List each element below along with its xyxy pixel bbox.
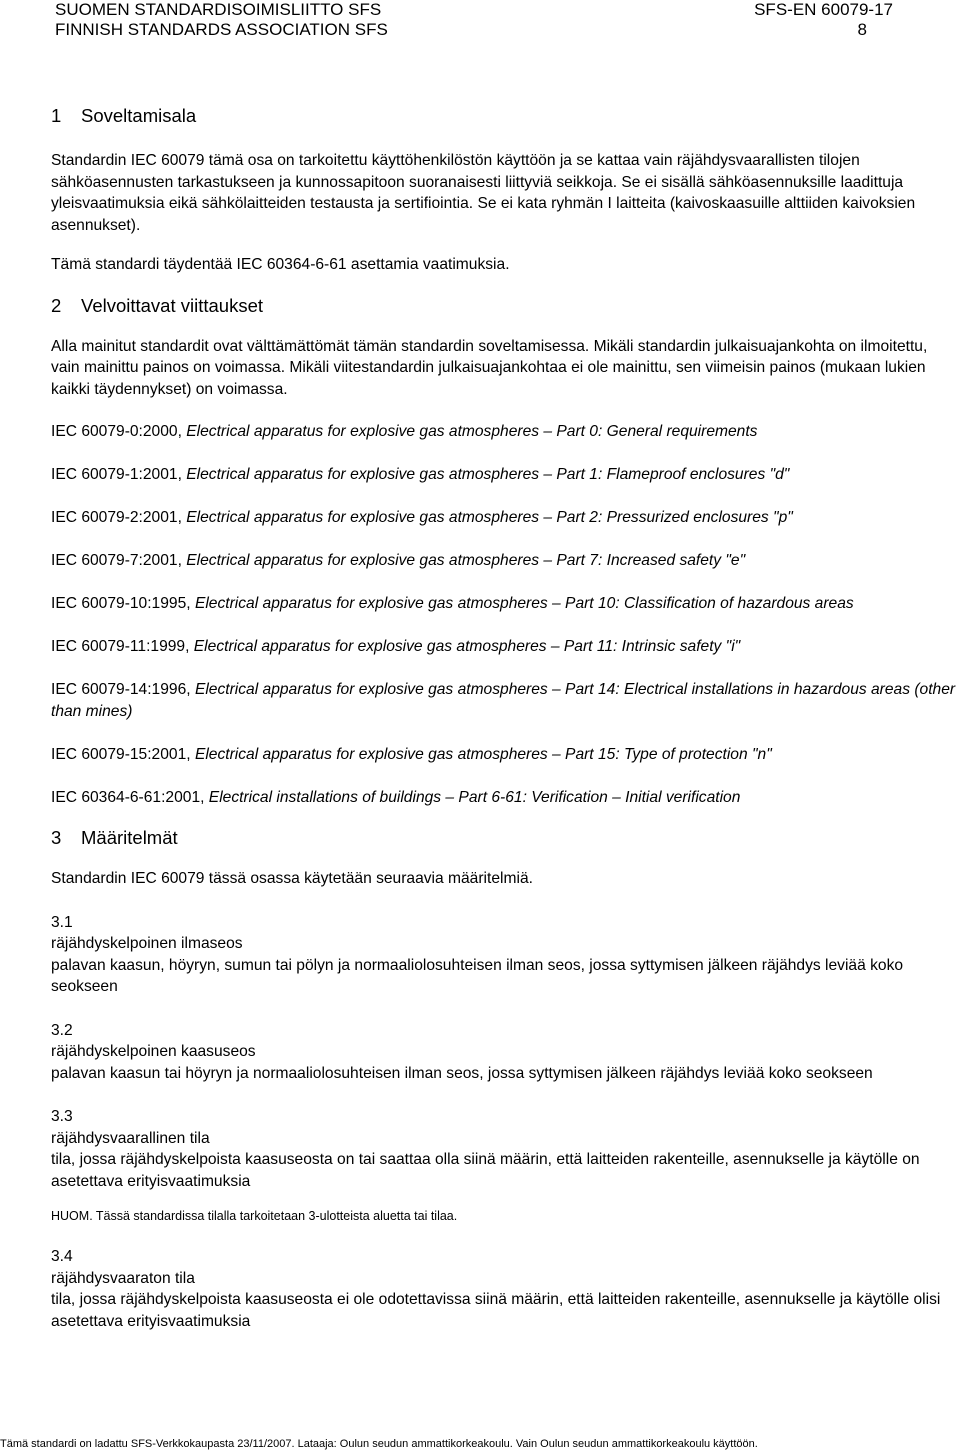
definition-number: 3.2 — [51, 1021, 73, 1039]
header-standard-id: SFS-EN 60079-17 — [754, 0, 893, 19]
definition-entry — [51, 1020, 957, 1085]
definition-number: 3.4 — [51, 1248, 73, 1265]
section-heading: 2 Velvoittavat viittaukset — [51, 294, 264, 316]
definition-number: 3.1 — [51, 913, 73, 931]
definition-term: räjähdysvaaraton tila — [51, 1269, 195, 1287]
paragraph: Standardin IEC 60079 tässä osassa käytetään seuraavia määritelmiä. — [51, 870, 533, 887]
download-notice: Tämä standardi on ladattu SFS-Verkkokaupasta 23/11/2007. Lataaja: Oulun seudun ammattikorkeakoulu. Vain Oulun seudun ammattikorkeakoulu käyttöön. — [0, 1438, 758, 1450]
definition-note: HUOM. Tässä standardissa tilalla tarkoitetaan 3-ulotteista aluetta tai tilaa. — [51, 1209, 458, 1223]
reference-id: IEC 60079-1:2001, — [51, 466, 182, 483]
reference-title: Electrical installations of buildings – Part 6-61: Verification – Initial verification — [208, 788, 741, 806]
header-org-en: FINNISH STANDARDS ASSOCIATION SFS — [55, 20, 388, 39]
section-heading: 1 Soveltamisala — [51, 105, 197, 126]
header-page-number: 8 — [857, 20, 867, 39]
definition-text: tila, jossa räjähdyskelpoista kaasuseosta on tai saattaa olla siinä määrin, että laitteiden rakenteille, asennukselle ja käytölle on asetettava erityisvaatimuksia — [51, 1151, 920, 1190]
reference-item — [51, 636, 957, 658]
reference-id: IEC 60364-6-61:2001, — [51, 788, 205, 806]
definition-text: palavan kaasun, höyryn, sumun tai pölyn ja normaaliolosuhteisen ilman seos, jossa syttymisen jälkeen räjähdys leviää koko seokseen — [51, 956, 904, 995]
page-header — [0, 0, 960, 44]
reference-id: IEC 60079-2:2001, — [51, 509, 182, 526]
reference-item — [51, 507, 957, 529]
reference-title: Electrical apparatus for explosive gas atmospheres – Part 11: Intrinsic safety "i" — [193, 638, 741, 655]
reference-title: Electrical apparatus for explosive gas atmospheres – Part 15: Type of protection "n" — [194, 745, 772, 763]
reference-item — [51, 787, 957, 809]
reference-title: Electrical apparatus for explosive gas atmospheres – Part 1: Flameproof enclosures "d" — [186, 466, 790, 483]
reference-title: Electrical apparatus for explosive gas atmospheres – Part 14: Electrical installations in hazardous areas (other than mines) — [51, 681, 956, 720]
definition-text: tila, jossa räjähdyskelpoista kaasuseosta ei ole odotettavissa siinä määrin, että laitteiden rakenteille, asennukselle ja käytölle olisi asetettava erityisvaatimuksia — [51, 1291, 941, 1330]
definition-entry — [51, 1246, 957, 1332]
definition-term: räjähdyskelpoinen kaasuseos — [51, 1043, 256, 1060]
definition-text: palavan kaasun tai höyryn ja normaaliolosuhteisen ilman seos, jossa syttymisen jälkeen räjähdys leviää koko seokseen — [51, 1064, 873, 1082]
reference-id: IEC 60079-14:1996, — [51, 681, 191, 698]
reference-item — [51, 679, 957, 722]
paragraph: Tämä standardi täydentää IEC 60364-6-61 asettamia vaatimuksia. — [51, 256, 510, 273]
section-heading: 3 Määritelmät — [51, 827, 178, 848]
reference-item — [51, 744, 957, 766]
definition-term: räjähdyskelpoinen ilmaseos — [51, 935, 243, 952]
reference-id: IEC 60079-10:1995, — [51, 595, 191, 612]
definition-entry — [51, 912, 957, 998]
reference-title: Electrical apparatus for explosive gas atmospheres – Part 0: General requirements — [186, 423, 758, 440]
paragraph: Standardin IEC 60079 tämä osa on tarkoitettu käyttöhenkilöstön käyttöön ja se kattaa vain räjähdysvaarallisten tilojen sähköasennusten tarkastukseen ja kunnossapitoon suoranaisesti liittyviä seikkoja. Se ei sisällä sähköasennuksille laadittuja yleisvaatimuksia eikä sähkölaitteiden testausta ja sertifiointia. Se ei kata ryhmän I laitteita (kaivoskaasuille alttiiden kaivoksien asennukset). — [51, 152, 916, 234]
reference-id: IEC 60079-11:1999, — [51, 638, 190, 655]
reference-item — [51, 421, 957, 443]
reference-list — [51, 421, 957, 808]
reference-title: Electrical apparatus for explosive gas atmospheres – Part 7: Increased safety "e" — [186, 552, 746, 569]
reference-item — [51, 464, 957, 486]
definitions-list — [51, 912, 957, 1333]
reference-item — [51, 593, 957, 615]
definition-entry — [51, 1106, 957, 1224]
document-body — [51, 104, 957, 1332]
reference-id: IEC 60079-0:2000, — [51, 423, 182, 440]
reference-title: Electrical apparatus for explosive gas atmospheres – Part 10: Classification of hazardous areas — [194, 595, 854, 612]
reference-item — [51, 550, 957, 572]
reference-id: IEC 60079-15:2001, — [51, 745, 191, 763]
reference-title: Electrical apparatus for explosive gas atmospheres – Part 2: Pressurized enclosures "p" — [186, 509, 793, 526]
definition-term: räjähdysvaarallinen tila — [51, 1129, 210, 1147]
header-org-fi: SUOMEN STANDARDISOIMISLIITTO SFS — [55, 0, 382, 19]
paragraph: Alla mainitut standardit ovat välttämättömät tämän standardin soveltamisessa. Mikäli standardin julkaisuajankohta on ilmoitettu, vain mainittu painos on voimassa. Mikäli viitestandardin julkaisuajankohtaa ei ole mainittu, sen viimeisin painos (mukaan lukien kaikki täydennykset) on voimassa. — [51, 337, 928, 398]
definition-number: 3.3 — [51, 1108, 73, 1125]
reference-id: IEC 60079-7:2001, — [51, 552, 182, 569]
